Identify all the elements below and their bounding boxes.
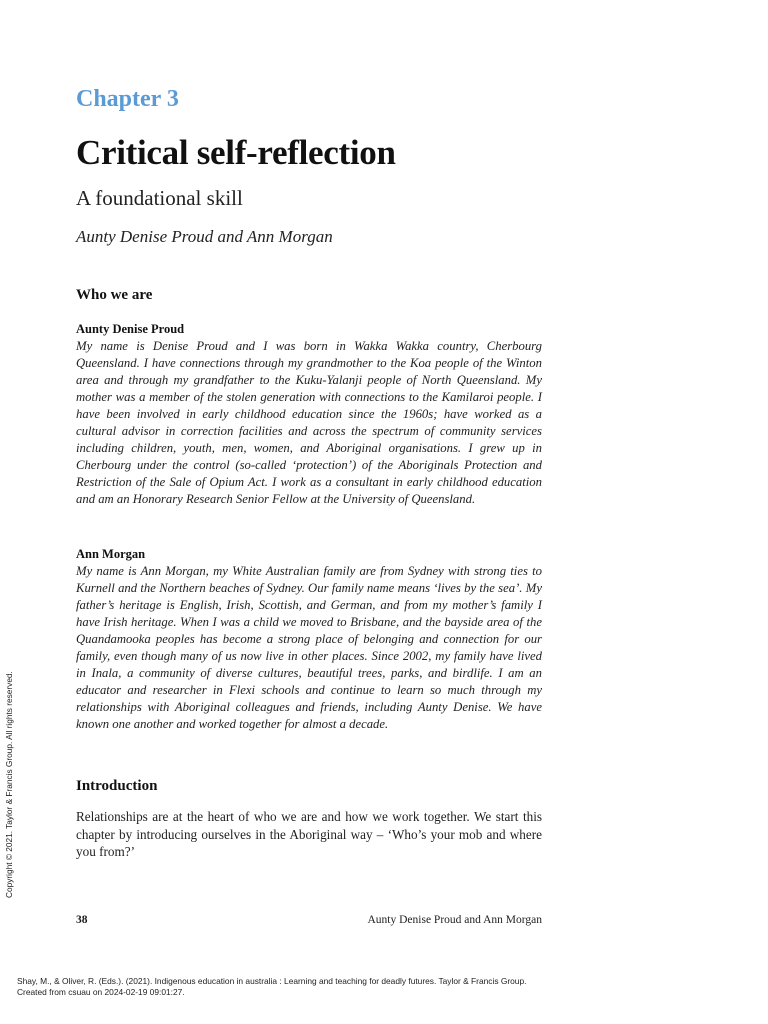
- section-heading-introduction: Introduction: [76, 778, 158, 794]
- author-name-denise: Aunty Denise Proud: [76, 322, 185, 336]
- author-bio-denise: My name is Denise Proud and I was born in Wakka Wakka country, Cherbourg Queensland. I have connections through my grandmother to the Koa people of the Winton area and through my grandfather to the Kuku-Yalanji people of North Queensland. My mother was a member of the stolen generation with connections to the Kamilaroi people. I have been involved in early childhood education since the 1960s; have worked as a cultural advisor in correction facilities and across the spectrum of community services including children, youth, men, women, and Aboriginal organisations. I grew up in Cherbourg under the control (so-called ‘protection’) of the Aboriginals Protection and Restriction of the Sale of Opium Act. I work as a consultant in early childhood education and am an Honorary Research Senior Fellow at the University of Queensland.: [76, 339, 542, 506]
- author-name-ann: Ann Morgan: [76, 547, 146, 561]
- page-number: 38: [76, 914, 88, 926]
- citation-block: [17, 976, 526, 998]
- citation-created-line: Created from csuau on 2024-02-19 09:01:27.: [17, 987, 185, 997]
- running-footer: Aunty Denise Proud and Ann Morgan: [367, 914, 542, 926]
- side-copyright-notice: Copyright © 2021. Taylor & Francis Group. All rights reserved.: [4, 671, 14, 898]
- section-heading-who-we-are: Who we are: [76, 287, 153, 303]
- introduction-paragraph: Relationships are at the heart of who we are and how we work together. We start this chapter by introducing ourselves in the Aboriginal way – ‘Who’s your mob and where you from?’: [76, 809, 542, 859]
- author-bio-ann: My name is Ann Morgan, my White Australian family are from Sydney with strong ties to Kurnell and the Northern beaches of Sydney. Our family name means ‘lives by the sea’. My father’s heritage is English, Irish, Scottish, and German, and from my mother’s family I have Irish heritage. When I was a child we moved to Brisbane, and the bayside area of the Quandamooka peoples has become a strong place of belonging and connection for our family, even though many of us now live in other places. Since 2002, my family have lived in Inala, a community of diverse cultures, beautiful trees, parks, and birdlife. I am an educator and researcher in Flexi schools and continue to learn so much through my relationships with Aboriginal colleagues and friends, including Aunty Denise. We have known one another and worked together for almost a decade.: [76, 564, 542, 731]
- citation-line: Shay, M., & Oliver, R. (Eds.). (2021). Indigenous education in australia : Learning and teaching for deadly futures. Taylor & Francis Group.: [17, 976, 527, 986]
- chapter-authors: Aunty Denise Proud and Ann Morgan: [76, 227, 333, 246]
- chapter-title: Critical self-reflection: [76, 133, 396, 172]
- chapter-label: Chapter 3: [76, 86, 179, 112]
- chapter-subtitle: A foundational skill: [76, 186, 243, 210]
